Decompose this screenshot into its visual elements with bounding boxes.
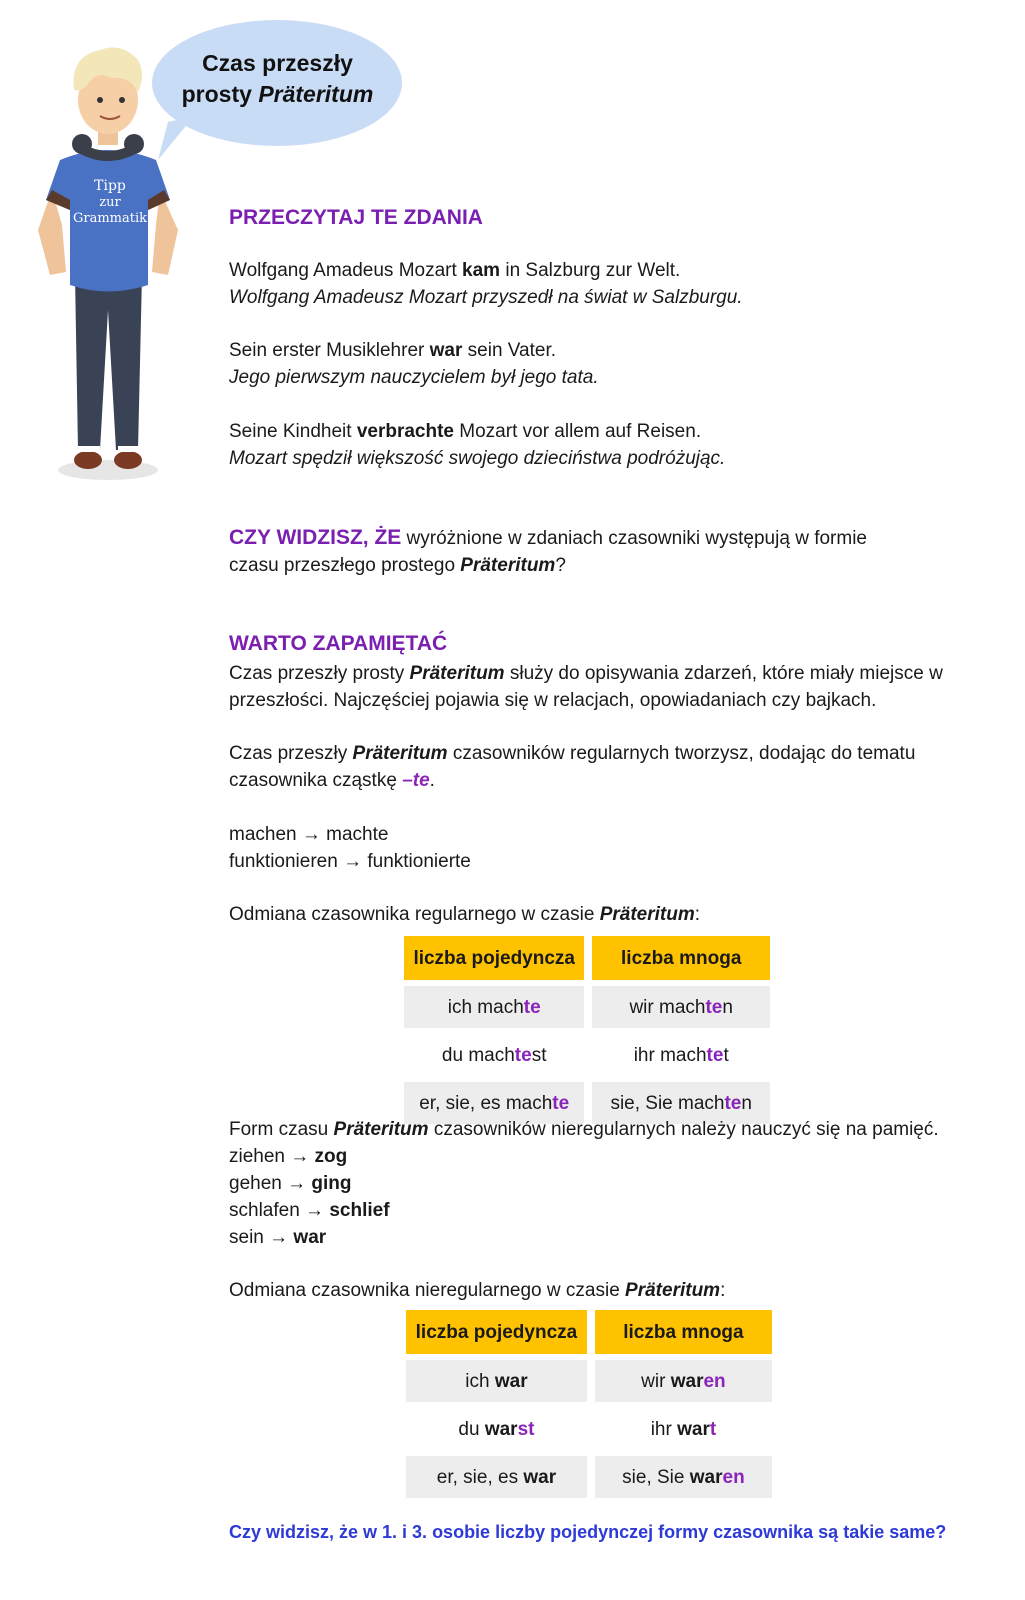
paragraph-text: Czas przeszły prosty bbox=[229, 663, 410, 684]
verb-suffix: st bbox=[517, 1418, 535, 1440]
verb-stem: du mach bbox=[441, 1044, 515, 1066]
section-do-you-see bbox=[229, 524, 919, 579]
irregular-past: war bbox=[293, 1227, 327, 1248]
verb-ending: n bbox=[722, 996, 733, 1018]
verb-stem: sie, Sie mach bbox=[610, 1092, 725, 1114]
verb-ending: st bbox=[531, 1044, 547, 1066]
example-line: machen → machte bbox=[229, 824, 389, 845]
term-prateritum: Präteritum bbox=[599, 904, 695, 925]
paragraph-text: Odmiana czasownika regularnego w czasie bbox=[229, 904, 600, 925]
do-you-see-paragraph bbox=[229, 524, 919, 579]
term-prateritum: Präteritum bbox=[409, 663, 505, 684]
verb-stem: war bbox=[484, 1418, 518, 1440]
paragraph bbox=[229, 740, 949, 794]
sentence-pl: Wolfgang Amadeusz Mozart przyszedł na świat w Salzburgu. bbox=[229, 287, 743, 308]
verb-stem: ihr mach bbox=[633, 1044, 707, 1066]
sentence-2 bbox=[229, 337, 989, 391]
remember-paragraph-1 bbox=[229, 660, 949, 714]
section-remember bbox=[229, 630, 989, 657]
table-cell bbox=[404, 986, 584, 1028]
paragraph bbox=[229, 901, 989, 928]
sentence-text: Sein erster Musiklehrer bbox=[229, 340, 430, 361]
table-header-singular: liczba pojedyncza bbox=[404, 936, 584, 980]
pronoun: er, sie, es bbox=[436, 1466, 524, 1488]
verb-suffix: en bbox=[703, 1370, 726, 1392]
paragraph-text: ? bbox=[555, 555, 566, 576]
table-header-plural: liczba mnoga bbox=[595, 1310, 772, 1354]
sentence-1 bbox=[229, 257, 989, 311]
remember-paragraph-2 bbox=[229, 740, 949, 794]
verb-stem: war bbox=[689, 1466, 723, 1488]
irregular-intro bbox=[229, 1116, 969, 1251]
table-row bbox=[404, 1034, 770, 1076]
irregular-infinitive: schlafen → bbox=[229, 1200, 330, 1221]
regular-examples bbox=[229, 821, 989, 875]
table-cell bbox=[595, 1360, 772, 1402]
verb-suffix: te bbox=[552, 1092, 570, 1114]
section-heading-see: CZY WIDZISZ, ŻE bbox=[229, 526, 402, 549]
irregular-past: ging bbox=[311, 1173, 352, 1194]
irregular-infinitive: gehen → bbox=[229, 1173, 312, 1194]
term-prateritum: Präteritum bbox=[352, 743, 448, 764]
bubble-line-1: Czas przeszły bbox=[202, 50, 353, 76]
pronoun: ich bbox=[465, 1370, 495, 1392]
verb-suffix: te bbox=[724, 1092, 742, 1114]
sentence-verb: verbrachte bbox=[356, 421, 454, 442]
term-prateritum: Präteritum bbox=[333, 1119, 429, 1140]
verb-suffix: te bbox=[514, 1044, 532, 1066]
verb-suffix: te bbox=[705, 996, 723, 1018]
irregular-example bbox=[229, 1143, 969, 1170]
sentence-text: in Salzburg zur Welt. bbox=[500, 260, 681, 281]
table-cell bbox=[595, 1408, 772, 1450]
sentence-verb: kam bbox=[462, 260, 501, 281]
table-cell bbox=[595, 1456, 772, 1498]
verb-ending: n bbox=[741, 1092, 752, 1114]
paragraph-text: służy do opisywania zdarzeń, które miały miejsce w przeszłości. Najczęściej pojawia się w relacjach, opowiadaniach czy bajkach. bbox=[229, 663, 943, 711]
verb-stem: war bbox=[494, 1370, 528, 1392]
bubble-line-2-term: Präteritum bbox=[258, 81, 374, 107]
irregular-example bbox=[229, 1170, 969, 1197]
verb-suffix: te bbox=[706, 1044, 724, 1066]
section-read-sentences bbox=[229, 204, 989, 231]
paragraph bbox=[229, 660, 949, 714]
paragraph-text: czasowników nieregularnych należy nauczyć się na pamięć. bbox=[428, 1119, 939, 1140]
bubble-line-2 bbox=[160, 79, 395, 110]
paragraph-text: : bbox=[720, 1280, 726, 1301]
section-heading-remember: WARTO ZAPAMIĘTAĆ bbox=[229, 632, 448, 655]
sentence-verb: war bbox=[429, 340, 463, 361]
sentence-de bbox=[229, 418, 989, 445]
shirt-text-3: Grammatik bbox=[72, 211, 148, 226]
pronoun: du bbox=[458, 1418, 485, 1440]
paragraph-text: Odmiana czasownika nieregularnego w czasie bbox=[229, 1280, 626, 1301]
table-cell bbox=[406, 1360, 587, 1402]
table-row bbox=[404, 986, 770, 1028]
table-cell bbox=[592, 1034, 770, 1076]
paragraph bbox=[229, 1277, 989, 1304]
term-prateritum: Präteritum bbox=[625, 1280, 721, 1301]
verb-suffix: t bbox=[709, 1418, 717, 1440]
table-header-plural: liczba mnoga bbox=[592, 936, 770, 980]
paragraph-text: czasowników regularnych tworzysz, dodając do tematu czasownika cząstkę bbox=[229, 743, 916, 791]
paragraph-text: Czas przeszły bbox=[229, 743, 353, 764]
term-prateritum: Präteritum bbox=[460, 555, 556, 576]
irregular-past: schlief bbox=[329, 1200, 390, 1221]
table-header-singular: liczba pojedyncza bbox=[406, 1310, 587, 1354]
pronoun: sie, Sie bbox=[622, 1466, 690, 1488]
table-cell bbox=[406, 1408, 587, 1450]
verb-stem: er, sie, es mach bbox=[419, 1092, 553, 1114]
example-line: funktionieren → funktionierte bbox=[229, 851, 471, 872]
verb-stem: war bbox=[670, 1370, 704, 1392]
section-heading-read: PRZECZYTAJ TE ZDANIA bbox=[229, 206, 483, 229]
sentence-text: Mozart vor allem auf Reisen. bbox=[454, 421, 702, 442]
paragraph-text: . bbox=[429, 770, 435, 791]
table-cell bbox=[406, 1456, 587, 1498]
irregular-conjugation-table bbox=[398, 1304, 780, 1504]
irregular-example bbox=[229, 1224, 969, 1251]
table-cell bbox=[592, 986, 770, 1028]
verb-suffix: en bbox=[722, 1466, 745, 1488]
paragraph bbox=[229, 1116, 969, 1143]
final-question: Czy widzisz, że w 1. i 3. osobie liczby pojedynczej formy czasownika są takie same? bbox=[229, 1522, 947, 1542]
verb-stem: ich mach bbox=[447, 996, 524, 1018]
sentence-text: Seine Kindheit bbox=[229, 421, 357, 442]
bubble-line-2-plain: prosty bbox=[181, 81, 259, 107]
verb-stem: war bbox=[677, 1418, 710, 1440]
regular-conjugation-table bbox=[396, 930, 778, 1130]
irregular-infinitive: ziehen → bbox=[229, 1146, 315, 1167]
shirt-text-1: Tipp bbox=[94, 178, 126, 194]
verb-stem: war bbox=[523, 1466, 557, 1488]
irregular-infinitive: sein → bbox=[229, 1227, 294, 1248]
paragraph-text: wyróżnione w zdaniach czasowniki występują w formie czasu przeszłego prostego bbox=[229, 528, 867, 576]
table-row bbox=[406, 1360, 772, 1402]
irregular-past: zog bbox=[314, 1146, 348, 1167]
pronoun: ihr bbox=[650, 1418, 678, 1440]
verb-ending: t bbox=[723, 1044, 729, 1066]
irregular-example bbox=[229, 1197, 969, 1224]
paragraph-text: : bbox=[694, 904, 700, 925]
table2-intro bbox=[229, 1277, 989, 1304]
paragraph-text: Form czasu bbox=[229, 1119, 334, 1140]
shirt-text-2: zur bbox=[99, 195, 121, 210]
table-cell bbox=[404, 1034, 584, 1076]
particle-te: –te bbox=[402, 770, 430, 791]
sentence-3 bbox=[229, 418, 989, 472]
sentence-text: Wolfgang Amadeus Mozart bbox=[229, 260, 463, 281]
sentence-pl: Jego pierwszym nauczycielem był jego tata. bbox=[229, 367, 599, 388]
sentence-text: sein Vater. bbox=[462, 340, 557, 361]
bubble-title bbox=[160, 48, 395, 110]
table-row bbox=[406, 1408, 772, 1450]
verb-stem: wir mach bbox=[629, 996, 706, 1018]
table-row bbox=[406, 1456, 772, 1498]
table1-intro bbox=[229, 901, 989, 928]
verb-suffix: te bbox=[523, 996, 541, 1018]
sentence-pl: Mozart spędził większość swojego dzieciństwa podróżując. bbox=[229, 448, 726, 469]
sentence-de bbox=[229, 337, 989, 364]
pronoun: wir bbox=[641, 1370, 671, 1392]
sentence-de bbox=[229, 257, 989, 284]
